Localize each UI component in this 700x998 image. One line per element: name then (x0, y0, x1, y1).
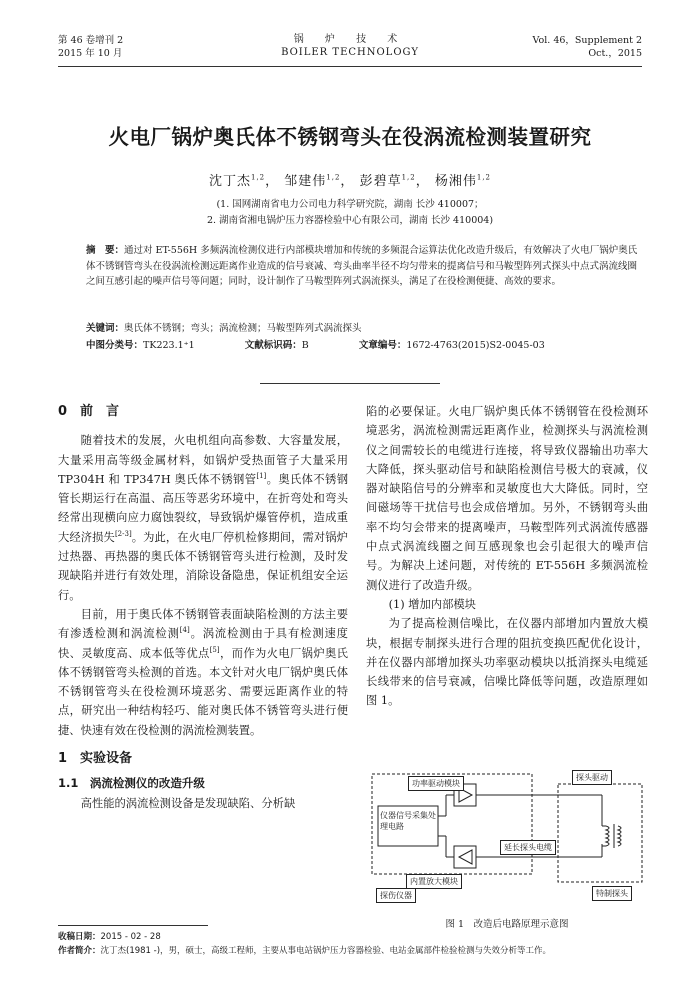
paragraph-2-text-a: 目前，用于奥氏体不锈钢管表面缺陷检测的方法主要有渗透检测和涡流检测 (58, 607, 348, 641)
author-name: 彭碧草 (359, 174, 402, 189)
internal-amp-box (454, 846, 476, 868)
section-0-heading: 0 前 言 (58, 404, 120, 419)
doc-code-label: 文献标识码： (244, 340, 302, 351)
paragraph-1-text-b: 。奥氏体不锈钢管长期运行在高温、高压等恶劣环境中，在折弯处和弯头经常出现横向应力腐蚀裂纹，导致锅炉爆管停机，造成重大经济损失 (58, 472, 348, 544)
author-affil-sup: 1,2 (476, 173, 492, 182)
left-column (58, 402, 348, 813)
received-value: 2015 - 02 - 28 (100, 932, 161, 942)
received-date (58, 931, 660, 944)
citation-ref: [5] (209, 645, 220, 654)
affiliation-2: 2. 湖南省湘电锅炉压力容器检验中心有限公司，湖南 长沙 410004) (206, 215, 494, 226)
processing-circuit-label: 仪器信号采集处理电路 (380, 811, 436, 831)
journal-name (250, 33, 450, 59)
publish-date: 2015 年 10 月 (58, 48, 123, 59)
probe-boundary (558, 784, 642, 882)
special-probe-label: 特制探头 (592, 886, 632, 901)
subheading-add-module: (1) 增加内部模块 (388, 597, 476, 611)
journal-name-en: BOILER TECHNOLOGY (281, 47, 419, 58)
doc-code-value: B (301, 340, 309, 351)
figure-1-caption: 图 1 改造后电路原理示意图 (445, 919, 569, 930)
abstract-divider (260, 383, 440, 384)
section-1-heading: 1 实验设备 (58, 751, 133, 767)
abstract-label: 摘 要： (86, 245, 125, 256)
paragraph-2-text-c: ，而作为火电厂锅炉奥氏体不锈钢管弯头检测的首选。本文针对火电厂锅炉奥氏体不锈钢管弯头在役检测环境恶劣、需要远距离作业的特点，研究出一种结构轻巧、能对奥氏体不锈管弯头进行便捷、快速有效在役检测的涡流检测装置。 (58, 646, 348, 737)
coil-symbol (606, 826, 609, 846)
clc-label: 中图分类号： (86, 340, 144, 351)
publish-date-en: Oct.，2015 (588, 48, 642, 59)
paragraph-2-text-b: 。涡流检测由于具有检测速度快、灵敏度高、成本低等优点 (58, 627, 348, 660)
paragraph-r2: 为了提高检测信噪比，在仪器内部增加内置放大模块，根据专制探头进行合理的阻抗变换匹配优化设计，并在仪器内部增加探头功率驱动模块以抵消探头电缆延长线带来的信号衰减，信噪比降低等问题，改造原理如图 1。 (366, 617, 648, 708)
received-label: 收稿日期： (58, 932, 101, 942)
paragraph-1-text-a: 随着技术的发展，火电机组向高参数、大容量发展，大量采用高等级金属材料，如锅炉受热面管子大量采用 TP304H 和 TP347H 奥氏体不锈钢管 (58, 434, 348, 486)
abstract (86, 243, 642, 290)
journal-volume-info-en (533, 34, 642, 60)
right-column (366, 402, 648, 711)
author-affil-sup: 1,2 (250, 173, 266, 182)
paragraph-1-text-c: 。为此，在火电厂停机检修期间，需对锅炉过热器、再热器的奥氏体不锈钢管弯头进行检测，及时发现缺陷并进行有效处理，消除设备隐患，保证机组安全运行。 (58, 530, 348, 602)
paragraph-3: 高性能的涡流检测设备是发现缺陷、分析缺 (80, 796, 296, 810)
keywords-text: 奥氏体不锈钢；弯头；涡流检测；马鞍型阵列式涡流探头 (124, 323, 362, 334)
extension-cable-label: 延长探头电缆 (500, 840, 556, 855)
author-name: 杨湘伟 (434, 174, 477, 189)
author-bio-text: 沈丁杰(1981 -)，男，硕士，高级工程师，主要从事电站锅炉压力容器检验、电站金属部件检验检测与失效分析等工作。 (100, 946, 552, 956)
keywords-label: 关键词： (86, 323, 125, 334)
paragraph-2 (58, 605, 348, 740)
article-no-value: 1672-4763(2015)S2-0045-03 (406, 340, 545, 351)
figure-1-circuit-diagram (366, 762, 648, 902)
paragraph-1 (58, 431, 348, 605)
affiliation-1: (1. 国网湖南省电力公司电力科学研究院，湖南 长沙 410007； (216, 199, 484, 210)
paragraph-r1: 陷的必要保证。火电厂锅炉奥氏体不锈钢管在役检测环境恶劣，涡流检测需远距离作业，检测探头与涡流检测仪之间需较长的电缆进行连接，将导致仪器输出功率大大降低，探头驱动信号和缺陷检测信号极大的衰减，仪器对缺陷信号的分辨率和灵敏度也大大降低。同时，空间磁场等干扰信号也会成倍增加。另外，不锈钢弯头曲率不均匀会带来的提离噪声，马鞍型阵列式涡流传感器中点式涡流线圈之间互感现象也会引起很大的噪声信号。为解决上述问题，对传统的 ET-556H 多频涡流检测仪进行了改造升级。 (366, 405, 648, 592)
journal-volume-info (58, 34, 123, 60)
author-name: 邹建伟 (284, 174, 327, 189)
internal-amp-label: 内置放大模块 (406, 874, 462, 889)
journal-name-cn: 锅 炉 技 术 (293, 34, 407, 45)
volume-issue-en: Vol. 46，Supplement 2 (532, 35, 642, 46)
paper-title: 火电厂锅炉奥氏体不锈钢弯头在役涡流检测装置研究 (108, 125, 592, 149)
author-name: 沈丁杰 (208, 174, 251, 189)
author-affil-sup: 1,2 (326, 173, 341, 182)
flaw-instrument-label: 探伤仪器 (376, 888, 416, 903)
abstract-text: 通过对 ET-556H 多频涡流检测仪进行内部模块增加和传统的多频混合运算法优化改造升级后，有效解决了火电厂锅炉奥氏体不锈钢管弯头在役涡流检测远距离作业造成的信号衰减、弯头曲率半径不均匀带来的提离信号和马鞍型阵列式探头中点式涡流线圈之间互感引起的噪声信号等问题；同时，设计制作了马鞍型阵列式涡流探头，满足了在役检测便捷、高效的要求。 (86, 245, 638, 287)
power-module-label: 功率驱动模块 (408, 776, 464, 791)
citation-ref: [4] (179, 626, 190, 635)
citation-ref: [2-3] (114, 530, 132, 539)
coil-symbol (618, 826, 621, 846)
author-affil-sup: 1,2 (401, 173, 416, 182)
header-rule (58, 66, 642, 67)
keywords (86, 321, 642, 337)
citation-ref: [1] (256, 472, 267, 481)
volume-issue: 第 46 卷增刊 2 (58, 35, 124, 46)
probe-drive-label: 探头驱动 (572, 770, 612, 785)
author-list: 沈丁杰$^{1,2}$， 邹建伟$^{1,2}$， 彭碧草$^{1,2}$， 杨湘伟$^{1,2}$ (208, 173, 492, 189)
footnote-rule (58, 925, 208, 926)
author-bio (58, 945, 660, 958)
section-1-1-heading: 1.1 涡流检测仪的改造升级 (58, 776, 205, 791)
classification-row (86, 338, 642, 354)
author-bio-label: 作者简介： (58, 946, 101, 956)
article-no-label: 文章编号： (358, 340, 407, 351)
clc-value: TK223.1⁺1 (143, 340, 195, 351)
